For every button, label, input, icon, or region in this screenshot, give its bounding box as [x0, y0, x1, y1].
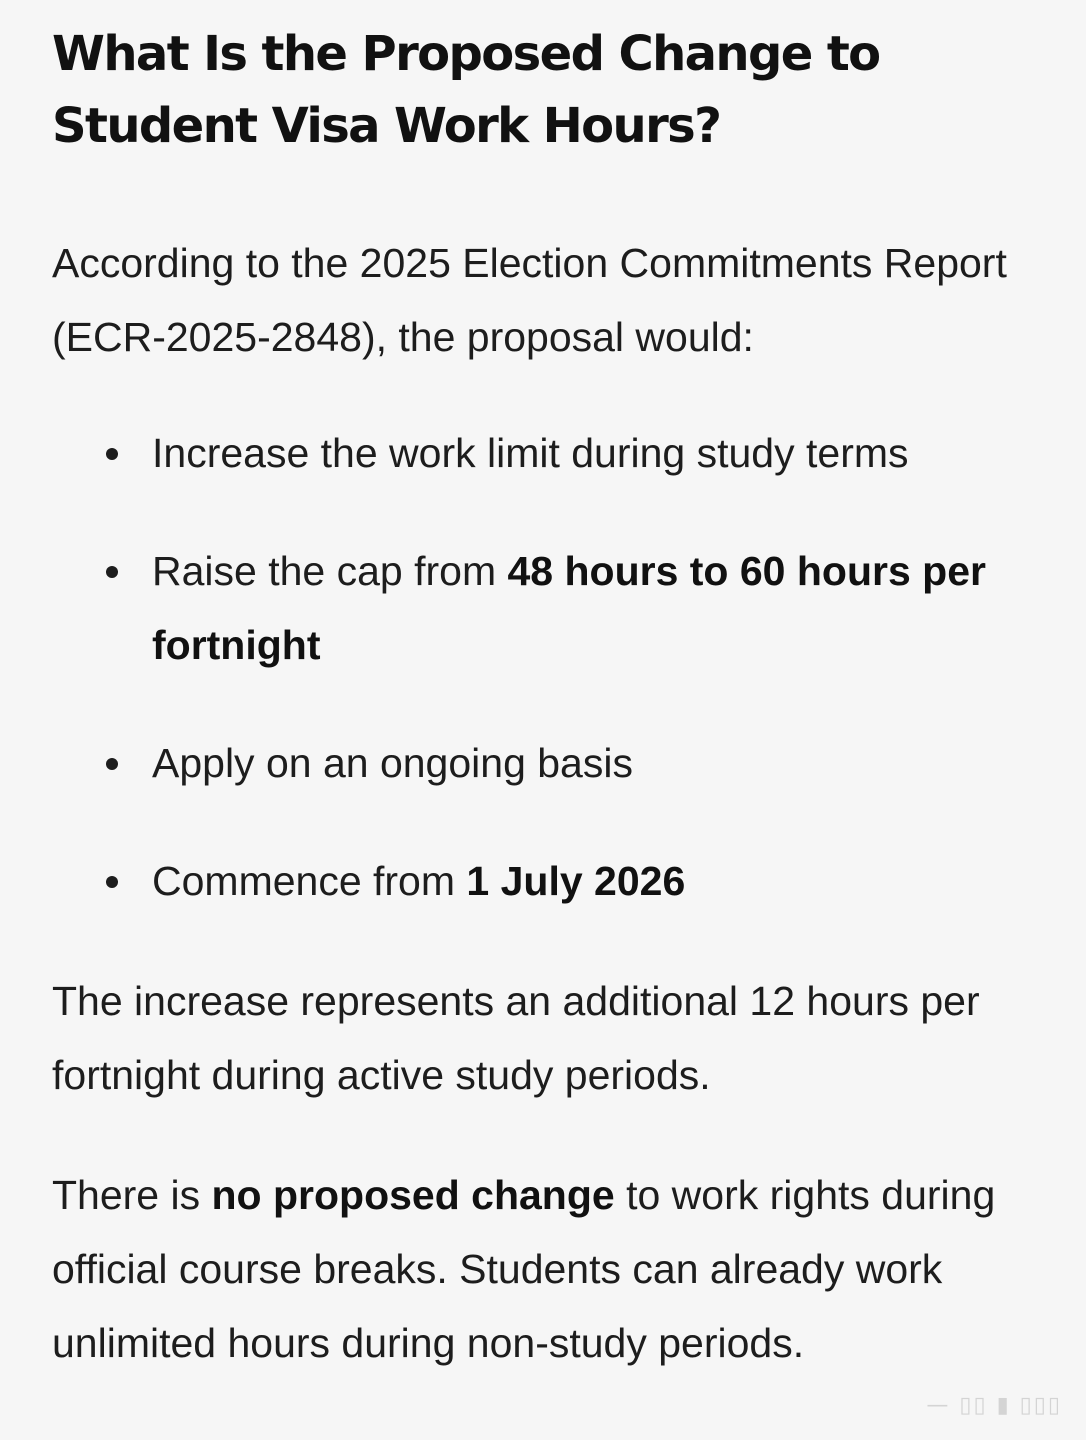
bullet-text-prefix: Commence from [152, 858, 467, 904]
increase-paragraph: The increase represents an additional 12 hours per fortnight during active study periods. [52, 978, 980, 1098]
bullet-text: Apply on an ongoing basis [152, 740, 633, 786]
no-change-bold: no proposed change [211, 1172, 615, 1218]
bullet-dot-icon [106, 566, 118, 578]
bullet-dot-icon [106, 448, 118, 460]
bullet-dot-icon [106, 876, 118, 888]
bullet-text-bold: 48 hours to 60 hours per fortnight [152, 548, 986, 668]
no-change-prefix: There is [52, 1172, 212, 1218]
list-item [52, 416, 1032, 490]
bullet-text-bold: 1 July 2026 [466, 858, 686, 904]
intro-paragraph: According to the 2025 Election Commitments Report (ECR-2025-2848), the proposal would: [52, 240, 1007, 360]
watermark-logo: — ▯▯ ▮ ▯▯▯ [926, 1393, 1062, 1418]
article-title: What Is the Proposed Change to Student Visa Work Hours? [52, 26, 880, 154]
bullet-dot-icon [106, 758, 118, 770]
article [52, 18, 1032, 1380]
list-item [52, 726, 1032, 800]
no-change-suffix: to work rights during official course breaks. Students can already work unlimited hours during non-study periods. [52, 1172, 996, 1366]
list-item [52, 534, 1032, 682]
bullet-text: Increase the work limit during study terms [152, 430, 909, 476]
no-change-paragraph [52, 1158, 1032, 1380]
proposal-list [52, 416, 1032, 918]
list-item [52, 844, 1032, 918]
bullet-text-prefix: Raise the cap from [152, 548, 508, 594]
